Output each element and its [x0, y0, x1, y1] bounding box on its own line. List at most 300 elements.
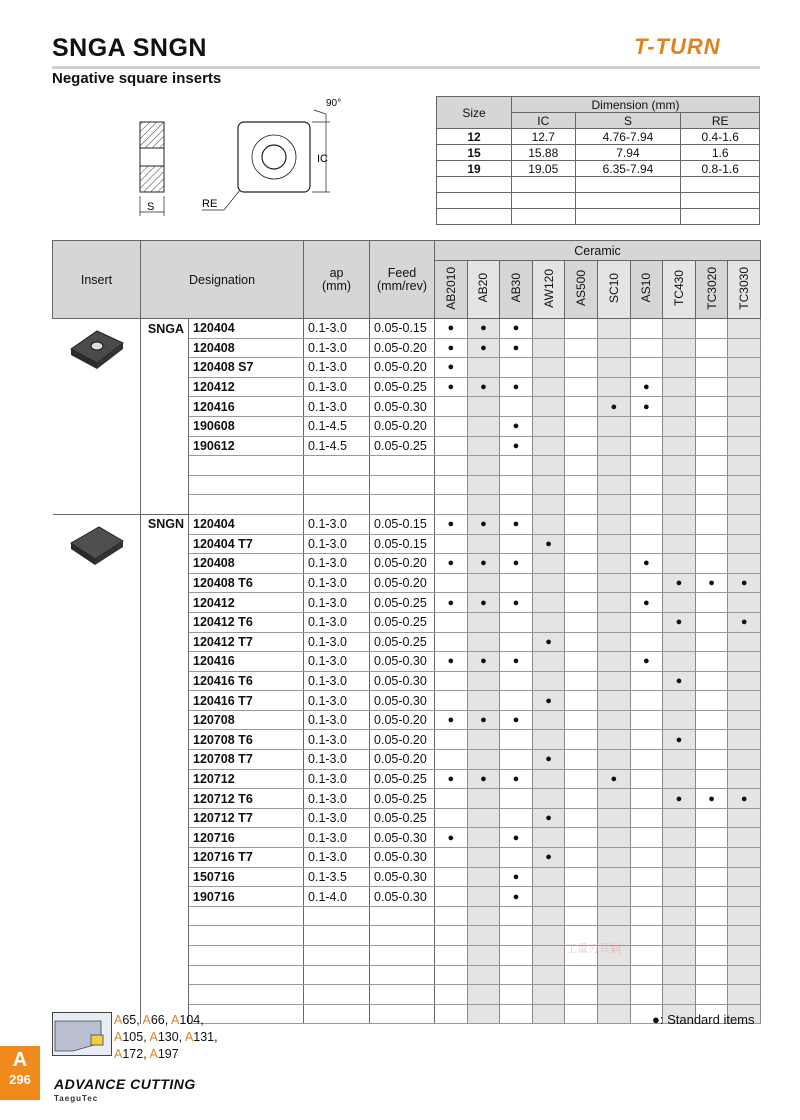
grade-cell	[500, 867, 533, 887]
grade-cell	[630, 377, 663, 397]
ref-page: 172,	[122, 1047, 150, 1061]
col-insert: Insert	[53, 241, 141, 319]
standard-item-dot: ●	[512, 381, 520, 394]
grade-cell	[663, 769, 696, 789]
dim-ic-label: IC	[317, 153, 328, 165]
grade-cell	[435, 769, 468, 789]
dim-empty-cell	[437, 193, 512, 209]
grade-label: AB2010	[443, 266, 458, 310]
grade-cell	[467, 769, 500, 789]
grade-cell	[500, 789, 533, 809]
grade-cell	[663, 730, 696, 750]
standard-items-note: ●: Standard items	[652, 1012, 755, 1027]
grade-cell	[467, 593, 500, 613]
table-row	[53, 652, 761, 672]
designation-cell: 120404 T7	[189, 534, 304, 554]
feed-cell: 0.05-0.25	[370, 789, 435, 809]
grade-cell	[435, 730, 468, 750]
grade-cell	[532, 416, 565, 436]
ref-section: A	[171, 1013, 180, 1027]
grade-cell	[500, 671, 533, 691]
grade-cell	[695, 828, 728, 848]
table-row	[53, 867, 761, 887]
designation-prefix	[141, 612, 189, 632]
grade-cell	[532, 593, 565, 613]
grade-cell	[663, 808, 696, 828]
designation-cell: 120408	[189, 554, 304, 574]
grade-cell	[695, 691, 728, 711]
grade-cell	[500, 495, 533, 515]
grade-cell	[630, 671, 663, 691]
standard-item-dot: ●	[740, 577, 748, 590]
col-feed	[370, 241, 435, 319]
grade-cell	[630, 848, 663, 868]
grade-cell	[663, 848, 696, 868]
col-ap-label: ap	[329, 265, 344, 280]
grade-cell	[663, 887, 696, 907]
grade-cell	[597, 730, 630, 750]
grade-cell	[597, 887, 630, 907]
grade-cell	[467, 691, 500, 711]
designation-prefix	[141, 397, 189, 417]
grade-cell	[695, 416, 728, 436]
grade-cell	[500, 769, 533, 789]
designation-cell: 120708 T6	[189, 730, 304, 750]
grade-cell	[695, 946, 728, 966]
grade-cell	[467, 397, 500, 417]
designation-prefix	[141, 377, 189, 397]
feed-cell	[370, 926, 435, 946]
grade-cell	[695, 867, 728, 887]
grade-cell	[728, 397, 761, 417]
grade-cell	[500, 985, 533, 1005]
grade-cell	[695, 534, 728, 554]
dim-cell-ic: 15.88	[512, 145, 576, 161]
grade-cell	[728, 710, 761, 730]
grade-cell	[630, 612, 663, 632]
table-row	[53, 612, 761, 632]
grade-cell	[467, 789, 500, 809]
ap-cell: 0.1-3.0	[304, 612, 370, 632]
grade-cell	[565, 397, 598, 417]
grade-cell	[663, 377, 696, 397]
ap-cell: 0.1-3.0	[304, 691, 370, 711]
dim-empty-cell	[437, 209, 512, 225]
grade-label: TC3020	[704, 266, 719, 310]
grade-cell	[532, 671, 565, 691]
grade-cell	[435, 828, 468, 848]
designation-prefix	[141, 887, 189, 907]
ap-cell: 0.1-4.0	[304, 887, 370, 907]
grade-cell	[435, 456, 468, 476]
dim-empty-cell	[681, 177, 760, 193]
designation-prefix	[141, 808, 189, 828]
grade-cell	[663, 338, 696, 358]
standard-item-dot: ●	[643, 381, 650, 394]
grade-cell	[467, 377, 500, 397]
grade-cell	[435, 632, 468, 652]
grade-cell	[565, 495, 598, 515]
page-references	[114, 1012, 218, 1063]
grade-cell	[565, 358, 598, 378]
grade-cell	[467, 828, 500, 848]
grade-cell	[565, 475, 598, 495]
col-grade	[695, 261, 728, 319]
grade-cell	[663, 593, 696, 613]
grade-cell	[435, 338, 468, 358]
grade-cell	[532, 495, 565, 515]
designation-prefix	[141, 671, 189, 691]
designation-prefix	[141, 358, 189, 378]
standard-item-dot: ●	[512, 557, 520, 570]
grade-cell	[728, 436, 761, 456]
ap-cell	[304, 906, 370, 926]
col-feed-label: Feed	[387, 265, 417, 280]
grade-cell	[728, 652, 761, 672]
insert-drawing	[130, 92, 360, 222]
grade-cell	[597, 632, 630, 652]
grade-cell	[435, 514, 468, 534]
grade-cell	[467, 573, 500, 593]
ap-cell: 0.1-3.5	[304, 867, 370, 887]
grade-cell	[630, 436, 663, 456]
grade-cell	[597, 397, 630, 417]
grade-cell	[663, 906, 696, 926]
standard-item-dot: ●	[675, 577, 683, 590]
grade-cell	[728, 573, 761, 593]
designation-cell: 120416 T6	[189, 671, 304, 691]
grade-cell	[663, 867, 696, 887]
grade-cell	[435, 848, 468, 868]
dim-cell-s: 7.94	[575, 145, 681, 161]
standard-item-dot: ●	[740, 616, 748, 629]
dim-col-s: S	[575, 113, 681, 129]
grade-cell	[695, 514, 728, 534]
designation-prefix	[141, 534, 189, 554]
grade-cell	[630, 808, 663, 828]
grade-cell	[435, 358, 468, 378]
grade-cell	[630, 750, 663, 770]
empty-row	[53, 965, 761, 985]
ap-cell	[304, 985, 370, 1005]
designation-cell: 190716	[189, 887, 304, 907]
grade-cell	[435, 554, 468, 574]
grade-cell	[728, 691, 761, 711]
standard-item-dot: ●	[447, 557, 455, 570]
grade-cell	[532, 887, 565, 907]
grade-cell	[695, 887, 728, 907]
grade-cell	[663, 319, 696, 339]
feed-cell: 0.05-0.30	[370, 671, 435, 691]
grade-cell	[500, 554, 533, 574]
dim-cell-s: 4.76-7.94	[575, 129, 681, 145]
standard-item-dot: ●	[675, 733, 683, 746]
feed-cell: 0.05-0.20	[370, 338, 435, 358]
grade-cell	[467, 612, 500, 632]
grade-cell	[500, 593, 533, 613]
grade-cell	[597, 495, 630, 515]
grade-cell	[500, 710, 533, 730]
grade-cell	[695, 495, 728, 515]
grade-cell	[630, 906, 663, 926]
standard-item-dot: ●	[545, 851, 552, 864]
grade-cell	[728, 828, 761, 848]
table-row	[53, 593, 761, 613]
footer-logo	[54, 1076, 196, 1103]
grade-cell	[565, 554, 598, 574]
ap-cell: 0.1-3.0	[304, 377, 370, 397]
designation-prefix	[141, 769, 189, 789]
standard-item-dot: ●	[610, 772, 618, 785]
grade-cell	[565, 710, 598, 730]
grade-cell	[597, 514, 630, 534]
grade-cell	[500, 514, 533, 534]
watermark: 工量刃具網	[566, 943, 621, 955]
designation-cell: 150716	[189, 867, 304, 887]
page-number: 296	[9, 1072, 31, 1087]
grade-cell	[435, 319, 468, 339]
standard-item-dot: ●	[447, 518, 455, 531]
grade-cell	[597, 456, 630, 476]
grade-label: SC10	[606, 272, 621, 304]
standard-item-dot: ●	[480, 341, 487, 354]
table-row	[53, 338, 761, 358]
ap-cell	[304, 495, 370, 515]
standard-item-dot: ●	[643, 557, 650, 570]
grade-cell	[630, 593, 663, 613]
grade-cell	[728, 671, 761, 691]
grade-cell	[695, 319, 728, 339]
feed-cell: 0.05-0.25	[370, 377, 435, 397]
grade-cell	[435, 946, 468, 966]
standard-item-dot: ●	[512, 772, 520, 785]
standard-item-dot: ●	[545, 694, 552, 707]
section-letter: A	[12, 1049, 28, 1071]
grade-cell	[532, 397, 565, 417]
grade-cell	[663, 632, 696, 652]
ap-cell: 0.1-3.0	[304, 632, 370, 652]
standard-item-dot: ●	[447, 772, 455, 785]
grade-cell	[663, 750, 696, 770]
designation-cell: 120416	[189, 397, 304, 417]
table-row	[53, 750, 761, 770]
designation-cell: 120408 S7	[189, 358, 304, 378]
grade-cell	[695, 750, 728, 770]
feed-cell	[370, 495, 435, 515]
grade-cell	[500, 358, 533, 378]
ap-cell: 0.1-3.0	[304, 514, 370, 534]
grade-cell	[532, 926, 565, 946]
grade-cell	[565, 789, 598, 809]
grade-cell	[630, 416, 663, 436]
grade-cell	[435, 534, 468, 554]
header-divider	[52, 66, 760, 69]
designation-cell	[189, 965, 304, 985]
grade-cell	[532, 573, 565, 593]
grade-cell	[728, 495, 761, 515]
grade-cell	[728, 554, 761, 574]
grade-cell	[695, 808, 728, 828]
grade-cell	[565, 730, 598, 750]
designation-prefix	[141, 456, 189, 476]
grade-cell	[728, 338, 761, 358]
empty-row	[53, 985, 761, 1005]
empty-row	[53, 495, 761, 515]
grade-cell	[630, 985, 663, 1005]
col-ap	[304, 241, 370, 319]
grade-cell	[532, 867, 565, 887]
dim-cell-size: 12	[437, 129, 512, 145]
grade-cell	[500, 652, 533, 672]
standard-item-dot: ●	[512, 420, 520, 433]
table-row	[53, 730, 761, 750]
dim-empty-cell	[575, 177, 681, 193]
standard-item-dot: ●	[708, 792, 715, 805]
grade-cell	[467, 946, 500, 966]
grade-cell	[728, 632, 761, 652]
ref-page: 66,	[150, 1013, 172, 1027]
designation-prefix	[141, 475, 189, 495]
grade-cell	[695, 906, 728, 926]
grade-cell	[630, 514, 663, 534]
designation-cell: 120412 T6	[189, 612, 304, 632]
feed-cell: 0.05-0.30	[370, 828, 435, 848]
dim-re-label: RE	[202, 198, 218, 210]
grade-cell	[532, 710, 565, 730]
col-ap-unit: (mm)	[321, 278, 352, 293]
grade-cell	[467, 1004, 500, 1024]
grade-cell	[500, 828, 533, 848]
ap-cell	[304, 965, 370, 985]
ref-page: 105,	[122, 1030, 150, 1044]
grade-cell	[728, 456, 761, 476]
grade-cell	[435, 808, 468, 828]
designation-cell: 190612	[189, 436, 304, 456]
grade-cell	[467, 534, 500, 554]
grade-cell	[663, 828, 696, 848]
grade-label: AW120	[541, 268, 556, 308]
grade-cell	[630, 710, 663, 730]
grade-cell	[565, 534, 598, 554]
grade-cell	[597, 338, 630, 358]
feed-cell: 0.05-0.20	[370, 358, 435, 378]
grade-cell	[565, 456, 598, 476]
empty-row	[53, 906, 761, 926]
feed-cell: 0.05-0.25	[370, 593, 435, 613]
ap-cell: 0.1-3.0	[304, 710, 370, 730]
dim-angle-label: 90°	[326, 98, 342, 109]
grade-cell	[728, 377, 761, 397]
grade-cell	[435, 887, 468, 907]
feed-cell	[370, 965, 435, 985]
grade-cell	[728, 534, 761, 554]
grade-cell	[597, 416, 630, 436]
grade-cell	[565, 377, 598, 397]
designation-cell: 120408 T6	[189, 573, 304, 593]
grade-cell	[532, 534, 565, 554]
grade-cell	[532, 965, 565, 985]
standard-item-dot: ●	[512, 596, 520, 609]
grade-cell	[500, 848, 533, 868]
designation-prefix	[141, 730, 189, 750]
grade-cell	[435, 926, 468, 946]
grade-cell	[630, 887, 663, 907]
grade-cell	[532, 319, 565, 339]
grade-cell	[597, 554, 630, 574]
footer-logo-text: ADVANCE CUTTING	[54, 1076, 196, 1092]
ref-page: 130,	[157, 1030, 185, 1044]
grade-cell	[435, 671, 468, 691]
grade-cell	[597, 769, 630, 789]
table-row	[53, 848, 761, 868]
grade-cell	[467, 926, 500, 946]
table-row	[53, 514, 761, 534]
grade-cell	[663, 534, 696, 554]
grade-cell	[500, 691, 533, 711]
designation-cell	[189, 475, 304, 495]
table-row	[53, 887, 761, 907]
designation-prefix	[141, 750, 189, 770]
grade-cell	[565, 828, 598, 848]
standard-item-dot: ●	[512, 655, 520, 668]
sngn-insert-icon	[65, 523, 127, 565]
standard-item-dot: ●	[480, 322, 487, 335]
ap-cell: 0.1-3.0	[304, 338, 370, 358]
grade-cell	[565, 593, 598, 613]
standard-item-dot: ●	[447, 381, 455, 394]
feed-cell	[370, 985, 435, 1005]
grade-cell	[630, 789, 663, 809]
grade-cell	[630, 397, 663, 417]
dim-row	[437, 129, 760, 145]
grade-cell	[663, 671, 696, 691]
grade-cell	[565, 436, 598, 456]
grade-cell	[663, 612, 696, 632]
grade-cell	[630, 319, 663, 339]
grade-cell	[500, 377, 533, 397]
grade-cell	[663, 652, 696, 672]
feed-cell	[370, 456, 435, 476]
standard-item-dot: ●	[708, 577, 715, 590]
table-row	[53, 808, 761, 828]
ref-section: A	[114, 1047, 123, 1061]
grade-cell	[467, 887, 500, 907]
designation-cell: 120404	[189, 514, 304, 534]
dim-empty-cell	[512, 177, 576, 193]
standard-item-dot: ●	[545, 537, 552, 550]
grade-cell	[663, 789, 696, 809]
ap-cell: 0.1-3.0	[304, 808, 370, 828]
ref-section: A	[114, 1013, 123, 1027]
dim-empty-cell	[512, 193, 576, 209]
table-row	[53, 436, 761, 456]
grade-cell	[565, 985, 598, 1005]
grade-cell	[597, 710, 630, 730]
col-grade	[467, 261, 500, 319]
grade-cell	[597, 965, 630, 985]
grade-label: TC430	[671, 269, 686, 307]
designation-prefix	[141, 906, 189, 926]
grade-cell	[532, 985, 565, 1005]
grade-cell	[435, 985, 468, 1005]
side-view-top	[140, 122, 164, 148]
grade-cell	[500, 887, 533, 907]
grade-cell	[597, 828, 630, 848]
table-row	[53, 319, 761, 339]
grade-cell	[695, 769, 728, 789]
grade-cell	[435, 416, 468, 436]
grade-cell	[695, 573, 728, 593]
